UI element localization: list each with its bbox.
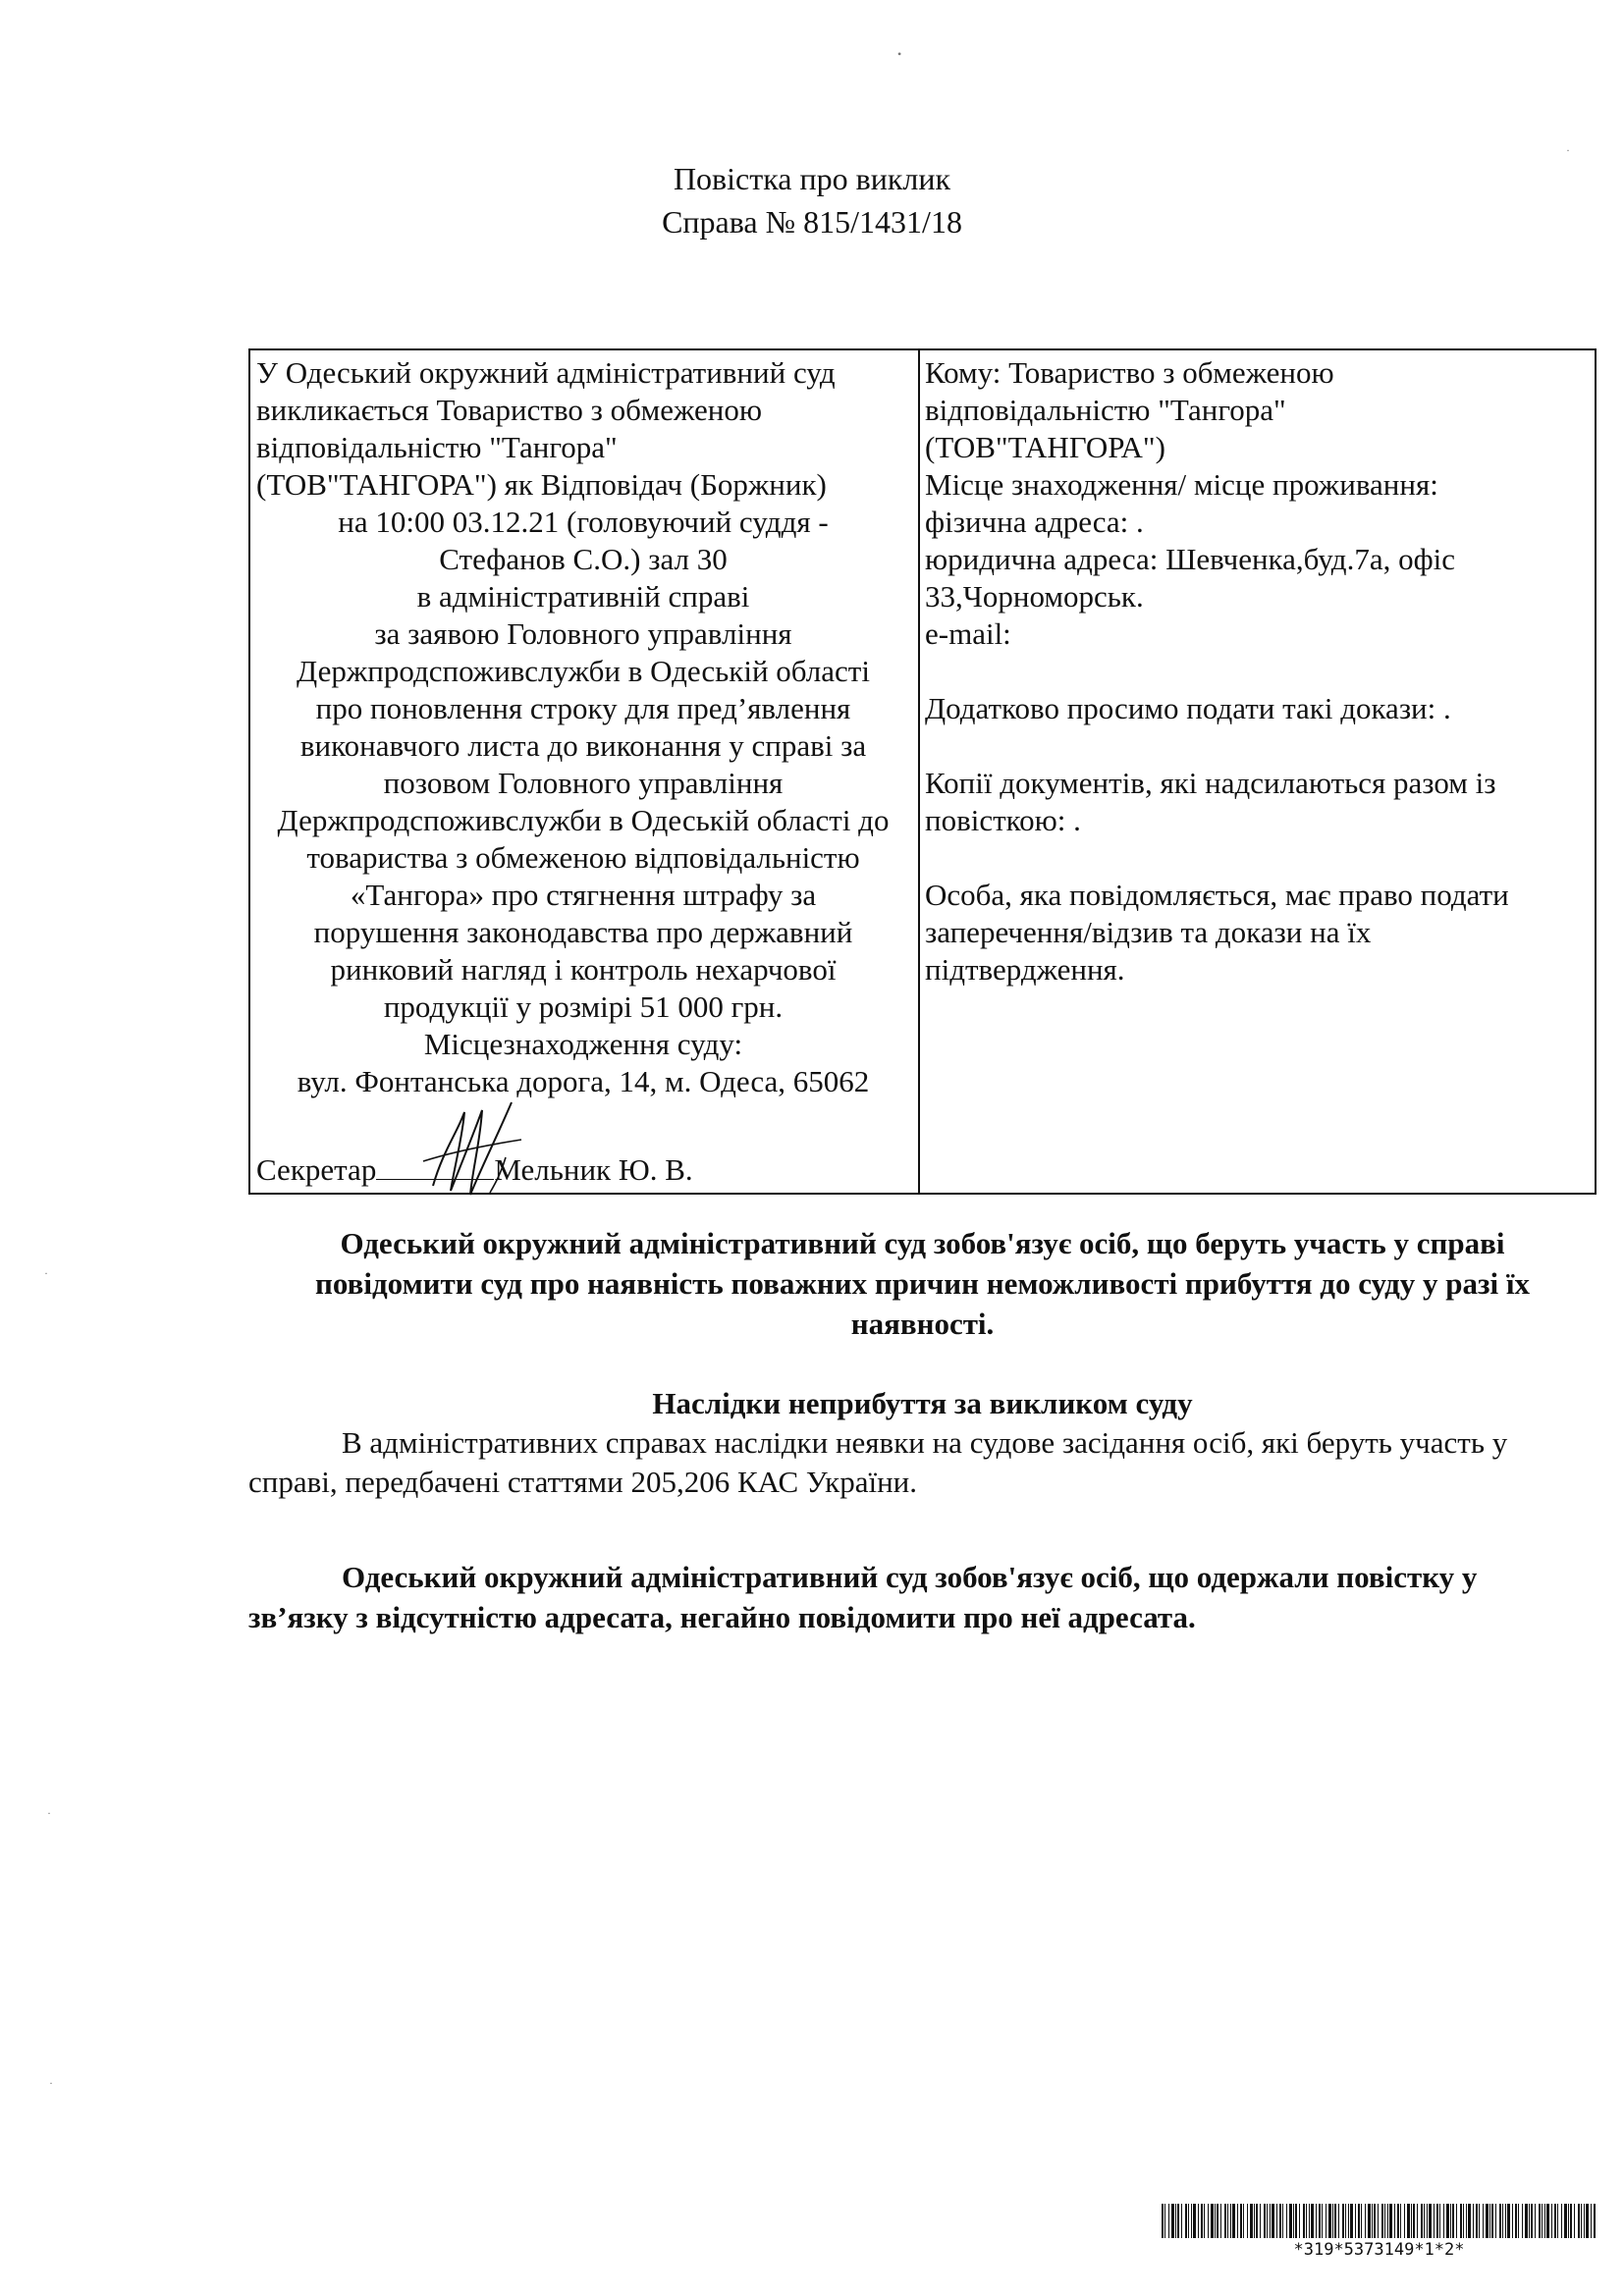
barcode-bar bbox=[1243, 2204, 1244, 2238]
barcode-bar bbox=[1211, 2204, 1214, 2238]
barcode-bar bbox=[1394, 2204, 1395, 2238]
scan-artifact: · bbox=[49, 2076, 53, 2090]
barcode-bar bbox=[1473, 2204, 1474, 2238]
barcode-bar bbox=[1561, 2204, 1562, 2238]
barcode-bar bbox=[1417, 2204, 1418, 2238]
case-number: Справа № 815/1431/18 bbox=[662, 204, 962, 240]
barcode-bar bbox=[1404, 2204, 1405, 2238]
barcode-bar bbox=[1505, 2204, 1506, 2238]
hearing-line: «Тангора» про стягнення штрафу за bbox=[350, 878, 817, 912]
hearing-line: ринковий нагляд і контроль нехарчової bbox=[330, 952, 837, 987]
barcode-bar bbox=[1424, 2204, 1425, 2238]
barcode-bar bbox=[1434, 2204, 1435, 2238]
barcode-bar bbox=[1539, 2204, 1541, 2238]
barcode-bar bbox=[1348, 2204, 1349, 2238]
physical-address: фізична адреса: . bbox=[925, 505, 1144, 539]
barcode-bar bbox=[1446, 2204, 1449, 2238]
rights-line: Особа, яка повідомляється, має право подати bbox=[925, 878, 1509, 912]
legal-address: 33,Чорноморськ. bbox=[925, 579, 1144, 614]
barcode-bar bbox=[1220, 2204, 1221, 2238]
hearing-line: Держпродспоживслужби в Одеській області bbox=[297, 654, 870, 688]
hearing-line: за заявою Головного управління bbox=[374, 616, 792, 651]
barcode-bar bbox=[1299, 2204, 1300, 2238]
barcode-bar bbox=[1332, 2204, 1333, 2238]
intro-line: (ТОВ"ТАНГОРА") як Відповідач (Боржник) bbox=[256, 467, 827, 502]
summons-table bbox=[248, 348, 1597, 1195]
barcode-bar bbox=[1570, 2204, 1572, 2238]
barcode-bar bbox=[1518, 2204, 1519, 2238]
barcode-bar bbox=[1185, 2204, 1187, 2238]
barcode-bar bbox=[1328, 2204, 1331, 2238]
barcode-bar bbox=[1387, 2204, 1388, 2238]
barcode-bar bbox=[1407, 2204, 1410, 2238]
barcode-bar bbox=[1198, 2204, 1199, 2238]
barcode-number: *319*5373149*1*2* bbox=[1293, 2240, 1465, 2260]
rights-line: підтвердження. bbox=[925, 952, 1125, 987]
barcode-bar bbox=[1535, 2204, 1536, 2238]
barcode-bar bbox=[1350, 2204, 1353, 2238]
rights-line: заперечення/відзив та докази на їх bbox=[925, 915, 1372, 949]
notice-line: Одеський окружний адміністративний суд зобов'язує осіб, що беруть участь у справі bbox=[340, 1226, 1505, 1260]
scan-artifact: · bbox=[47, 1806, 51, 1820]
barcode-bar bbox=[1421, 2204, 1423, 2238]
scan-artifact: · bbox=[44, 1266, 48, 1280]
court-location-label: Місцезнаходження суду: bbox=[423, 1027, 743, 1061]
barcode-bar bbox=[1486, 2204, 1489, 2238]
barcode-bar bbox=[1181, 2204, 1182, 2238]
hearing-line: позовом Головного управління bbox=[383, 766, 784, 800]
barcode-bar bbox=[1489, 2204, 1490, 2238]
barcode-bar bbox=[1282, 2204, 1283, 2238]
hearing-details bbox=[256, 504, 918, 1100]
barcode-bar bbox=[1355, 2204, 1356, 2238]
barcode-bar bbox=[1316, 2204, 1317, 2238]
barcode-bar bbox=[1204, 2204, 1205, 2238]
barcode-bar bbox=[1208, 2204, 1209, 2238]
scan-artifact: • bbox=[897, 47, 902, 61]
barcode-bar bbox=[1584, 2204, 1585, 2238]
barcode-bar bbox=[1483, 2204, 1484, 2238]
barcode-bar bbox=[1546, 2204, 1549, 2238]
secretary-label: Секретар bbox=[256, 1152, 377, 1187]
barcode-bar bbox=[1289, 2204, 1292, 2238]
barcode-bar bbox=[1400, 2204, 1401, 2238]
barcode-bar bbox=[1499, 2204, 1501, 2238]
barcode-bar bbox=[1334, 2204, 1336, 2238]
barcode-bar bbox=[1427, 2204, 1428, 2238]
barcode-bar bbox=[1466, 2204, 1467, 2238]
barcode-bar bbox=[1452, 2204, 1454, 2238]
barcode-bar bbox=[1502, 2204, 1503, 2238]
barcode-bar bbox=[1177, 2204, 1179, 2238]
barcode-bar bbox=[1309, 2204, 1310, 2238]
barcode-bar bbox=[1175, 2204, 1176, 2238]
handwritten-signature bbox=[404, 1093, 570, 1201]
barcode-bar bbox=[1525, 2204, 1528, 2238]
barcode-bar bbox=[1295, 2204, 1297, 2238]
barcode-bar bbox=[1591, 2204, 1592, 2238]
barcode-bar bbox=[1450, 2204, 1451, 2238]
barcode-bar bbox=[1594, 2204, 1596, 2238]
barcode-bar bbox=[1365, 2204, 1366, 2238]
barcode-bar bbox=[1247, 2204, 1248, 2238]
barcode-bar bbox=[1495, 2204, 1496, 2238]
address-label: Місце знаходження/ місце проживання: bbox=[925, 467, 1438, 502]
barcode-bar bbox=[1250, 2204, 1253, 2238]
barcode-bar bbox=[1491, 2204, 1493, 2238]
barcode-bar bbox=[1264, 2204, 1266, 2238]
barcode-bar bbox=[1311, 2204, 1314, 2238]
barcode-bar bbox=[1439, 2204, 1440, 2238]
intro-line: У Одеський окружний адміністративний суд bbox=[256, 355, 836, 390]
barcode-bar bbox=[1574, 2204, 1575, 2238]
legal-address: юридична адреса: Шевченка,буд.7а, офіс bbox=[925, 542, 1456, 576]
barcode-bar bbox=[1443, 2204, 1444, 2238]
barcode-bar bbox=[1389, 2204, 1392, 2238]
barcode-bar bbox=[1286, 2204, 1287, 2238]
copies-line: повісткою: . bbox=[925, 803, 1081, 837]
email-line: e-mail: bbox=[925, 616, 1011, 651]
barcode-bar bbox=[1215, 2204, 1216, 2238]
recipient-line: (ТОВ"ТАНГОРА") bbox=[925, 430, 1165, 464]
barcode-bar bbox=[1374, 2204, 1376, 2238]
barcode-bar bbox=[1191, 2204, 1192, 2238]
barcode-bar bbox=[1507, 2204, 1510, 2238]
notice-line: Одеський окружний адміністративний суд зобов'язує осіб, що одержали повістку у bbox=[342, 1560, 1478, 1594]
intro-line: відповідальністю "Тангора" bbox=[256, 430, 618, 464]
document-title: Повістка про виклик bbox=[673, 161, 951, 196]
secretary-row bbox=[256, 1151, 693, 1189]
barcode-bar bbox=[1303, 2204, 1305, 2238]
barcode-bar bbox=[1267, 2204, 1268, 2238]
barcode-bar bbox=[1378, 2204, 1379, 2238]
barcode-bar bbox=[1293, 2204, 1294, 2238]
barcode-bar bbox=[1188, 2204, 1189, 2238]
barcode-bar bbox=[1436, 2204, 1438, 2238]
barcode-bar bbox=[1429, 2204, 1432, 2238]
spacer bbox=[925, 839, 1587, 877]
barcode-bar bbox=[1171, 2204, 1174, 2238]
forwarding-notice bbox=[248, 1557, 1597, 1637]
evidence-request: Додатково просимо подати такі докази: . bbox=[925, 691, 1451, 725]
consequences-text bbox=[248, 1423, 1597, 1502]
barcode-bar bbox=[1256, 2204, 1258, 2238]
barcode-bar bbox=[1411, 2204, 1412, 2238]
hearing-line: на 10:00 03.12.21 (головуючий суддя - bbox=[338, 505, 829, 539]
barcode-bar bbox=[1168, 2204, 1169, 2238]
barcode-bar bbox=[1358, 2204, 1360, 2238]
barcode-bar bbox=[1397, 2204, 1399, 2238]
barcode-bar bbox=[1515, 2204, 1517, 2238]
barcode-bar bbox=[1551, 2204, 1552, 2238]
hearing-line: виконавчого листа до виконання у справі за bbox=[299, 728, 867, 763]
barcode-bar bbox=[1456, 2204, 1457, 2238]
barcode-bar bbox=[1276, 2204, 1277, 2238]
barcode-bar bbox=[1568, 2204, 1569, 2238]
hearing-line: товариства з обмеженою відповідальністю bbox=[306, 840, 860, 875]
barcode-bar bbox=[1463, 2204, 1464, 2238]
barcode-bar bbox=[1338, 2204, 1339, 2238]
notice-line: наявності. bbox=[850, 1307, 995, 1341]
page-header bbox=[0, 157, 1624, 243]
barcode-bar bbox=[1586, 2204, 1589, 2238]
barcode-bar bbox=[1162, 2204, 1164, 2238]
summons-intro bbox=[256, 354, 918, 504]
barcode-bar bbox=[1272, 2204, 1274, 2238]
hearing-line: Стефанов С.О.) зал 30 bbox=[439, 542, 728, 576]
barcode-bar bbox=[1554, 2204, 1556, 2238]
barcode bbox=[1162, 2204, 1597, 2238]
barcode-bar bbox=[1237, 2204, 1238, 2238]
barcode-bar bbox=[1224, 2204, 1226, 2238]
barcode-bar bbox=[1460, 2204, 1462, 2238]
barcode-bar bbox=[1270, 2204, 1271, 2238]
barcode-bar bbox=[1531, 2204, 1533, 2238]
copies-line: Копії документів, які надсилаються разом із bbox=[925, 766, 1496, 800]
court-address: вул. Фонтанська дорога, 14, м. Одеса, 65062 bbox=[297, 1064, 870, 1098]
scan-artifact: · bbox=[1566, 143, 1570, 157]
consequences-line: справі, передбачені статтями 205,206 КАС України. bbox=[248, 1465, 918, 1499]
spacer bbox=[925, 727, 1587, 765]
barcode-bar bbox=[1254, 2204, 1255, 2238]
barcode-bar bbox=[1372, 2204, 1373, 2238]
barcode-bar bbox=[1581, 2204, 1582, 2238]
barcode-bar bbox=[1260, 2204, 1261, 2238]
hearing-line: порушення законодавства про державний bbox=[313, 915, 853, 949]
hearing-line: продукції у розмірі 51 000 грн. bbox=[383, 989, 784, 1024]
barcode-bar bbox=[1232, 2204, 1235, 2238]
recipient-line: відповідальністю "Тангора" bbox=[925, 393, 1286, 427]
barcode-bar bbox=[1230, 2204, 1231, 2238]
barcode-bar bbox=[1164, 2204, 1165, 2238]
summons-details-cell bbox=[250, 350, 920, 1193]
barcode-bar bbox=[1542, 2204, 1543, 2238]
consequences-title: Наслідки неприбуття за викликом суду bbox=[652, 1386, 1193, 1420]
barcode-bar bbox=[1240, 2204, 1242, 2238]
barcode-bar bbox=[1479, 2204, 1480, 2238]
barcode-bar bbox=[1544, 2204, 1545, 2238]
barcode-bar bbox=[1319, 2204, 1321, 2238]
barcode-bar bbox=[1564, 2204, 1567, 2238]
hearing-line: в адміністративній справі bbox=[416, 579, 750, 614]
notice-line: повідомити суд про наявність поважних причин неможливості прибуття до суду у разі їх bbox=[315, 1266, 1530, 1301]
barcode-bar bbox=[1368, 2204, 1371, 2238]
reporting-notice bbox=[248, 1223, 1597, 1344]
hearing-line: про поновлення строку для пред’явлення bbox=[315, 691, 851, 725]
barcode-bar bbox=[1342, 2204, 1344, 2238]
hearing-line: Держпродспоживслужби в Одеській області до bbox=[277, 803, 890, 837]
barcode-bar bbox=[1306, 2204, 1307, 2238]
barcode-bar bbox=[1578, 2204, 1580, 2238]
barcode-bar bbox=[1529, 2204, 1530, 2238]
barcode-bar bbox=[1193, 2204, 1196, 2238]
recipient-cell bbox=[920, 350, 1595, 1193]
barcode-bar bbox=[1512, 2204, 1513, 2238]
barcode-bar bbox=[1279, 2204, 1281, 2238]
barcode-bar bbox=[1361, 2204, 1362, 2238]
barcode-bar bbox=[1468, 2204, 1471, 2238]
spacer bbox=[925, 653, 1587, 690]
intro-line: викликається Товариство з обмеженою bbox=[256, 393, 762, 427]
barcode-bar bbox=[1384, 2204, 1385, 2238]
barcode-bar bbox=[1217, 2204, 1218, 2238]
barcode-bar bbox=[1227, 2204, 1228, 2238]
barcode-bar bbox=[1381, 2204, 1383, 2238]
barcode-bar bbox=[1413, 2204, 1415, 2238]
barcode-bar bbox=[1345, 2204, 1346, 2238]
notice-line: зв’язку з відсутністю адресата, негайно повідомити про неї адресата. bbox=[248, 1600, 1196, 1634]
barcode-bar bbox=[1557, 2204, 1558, 2238]
barcode-bar bbox=[1322, 2204, 1323, 2238]
barcode-bar bbox=[1522, 2204, 1523, 2238]
barcode-bar bbox=[1201, 2204, 1203, 2238]
recipient-line: Кому: Товариство з обмеженою bbox=[925, 355, 1334, 390]
secretary-name: Мельник Ю. В. bbox=[494, 1152, 693, 1187]
barcode-bar bbox=[1476, 2204, 1478, 2238]
consequences-line: В адміністративних справах наслідки неявки на судове засідання осіб, які беруть участь у bbox=[342, 1425, 1508, 1460]
